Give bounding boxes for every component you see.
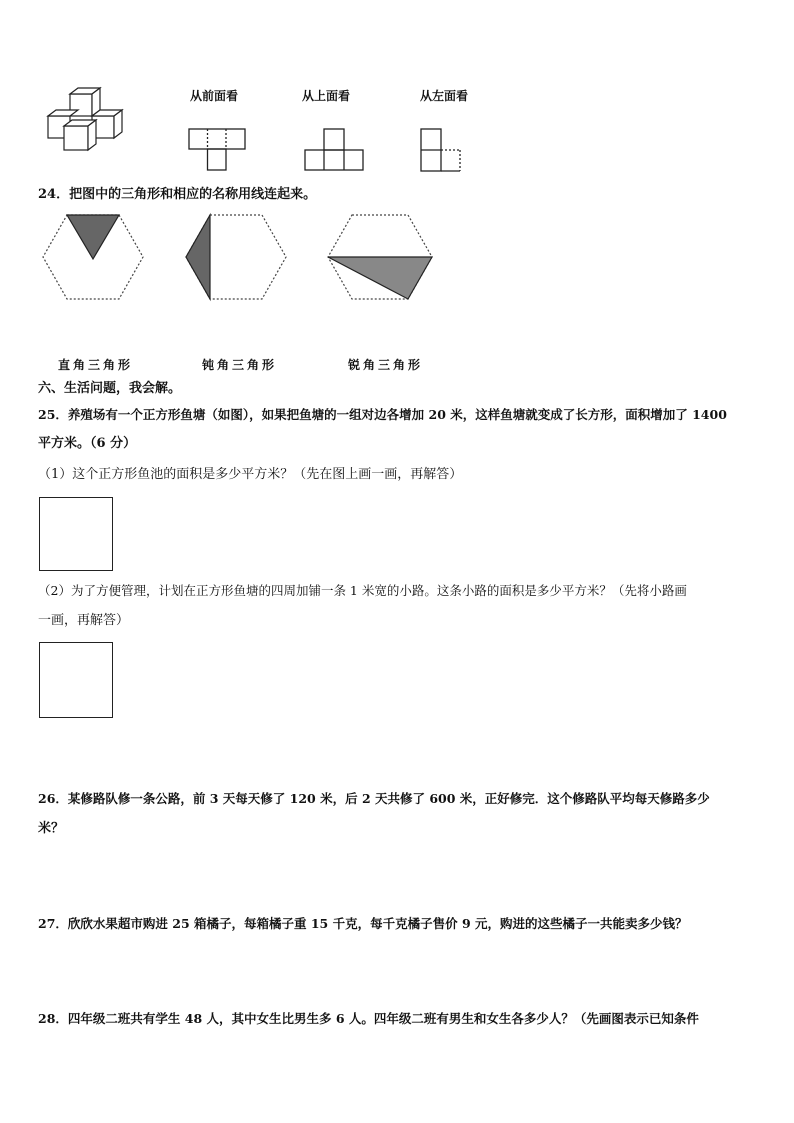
triangle-name-obtuse: 钝角三角形 <box>202 358 278 372</box>
hexagon-right-triangle <box>42 213 147 303</box>
cube-stack-figure <box>42 86 132 156</box>
top-view-figure <box>304 128 374 173</box>
front-view-figure <box>188 128 258 173</box>
question-25-sub2-line2: 一画，再解答） <box>38 613 130 628</box>
question-25-sub1: （1）这个正方形鱼池的面积是多少平方米？（先在图上画一画，再解答） <box>38 467 463 482</box>
question-25-sub2-line1: （2）为了方便管理，计划在正方形鱼塘的四周加铺一条 1 米宽的小路。这条小路的面积是多少平方米？（先将小路画 <box>38 583 687 598</box>
front-view-label: 从前面看 <box>190 89 239 103</box>
question-26-line1: 26．某修路队修一条公路，前 3 天每天修了 120 米，后 2 天共修了 600 米，正好修完．这个修路队平均每天修路多少 <box>38 791 710 806</box>
question-25-line1: 25．养殖场有一个正方形鱼塘（如图），如果把鱼塘的一组对边各增加 20 米，这样鱼塘就变成了长方形，面积增加了 1400 <box>38 407 727 422</box>
top-view-label: 从上面看 <box>302 89 351 103</box>
question-28: 28．四年级二班共有学生 48 人，其中女生比男生多 6 人。四年级二班有男生和女生各多少人？（先画图表示已知条件 <box>38 1011 699 1026</box>
square-pond-figure-1 <box>39 497 113 571</box>
hexagon-acute-triangle <box>327 213 437 303</box>
question-27: 27．欣欣水果超市购进 25 箱橘子，每箱橘子重 15 千克，每千克橘子售价 9 元，购进的这些橘子一共能卖多少钱？ <box>38 916 688 931</box>
square-pond-figure-2 <box>39 642 113 718</box>
question-25-line2: 平方米。（6 分） <box>38 436 137 451</box>
question-24: 24．把图中的三角形和相应的名称用线连起来。 <box>38 187 317 202</box>
left-view-label: 从左面看 <box>420 89 469 103</box>
hexagon-obtuse-triangle <box>185 213 290 303</box>
left-view-figure <box>420 128 470 173</box>
section-6-title: 六、生活问题，我会解。 <box>38 381 182 396</box>
triangle-name-acute: 锐角三角形 <box>348 358 424 372</box>
question-26-line2: 米？ <box>38 821 65 836</box>
triangle-name-right: 直角三角形 <box>58 358 134 372</box>
